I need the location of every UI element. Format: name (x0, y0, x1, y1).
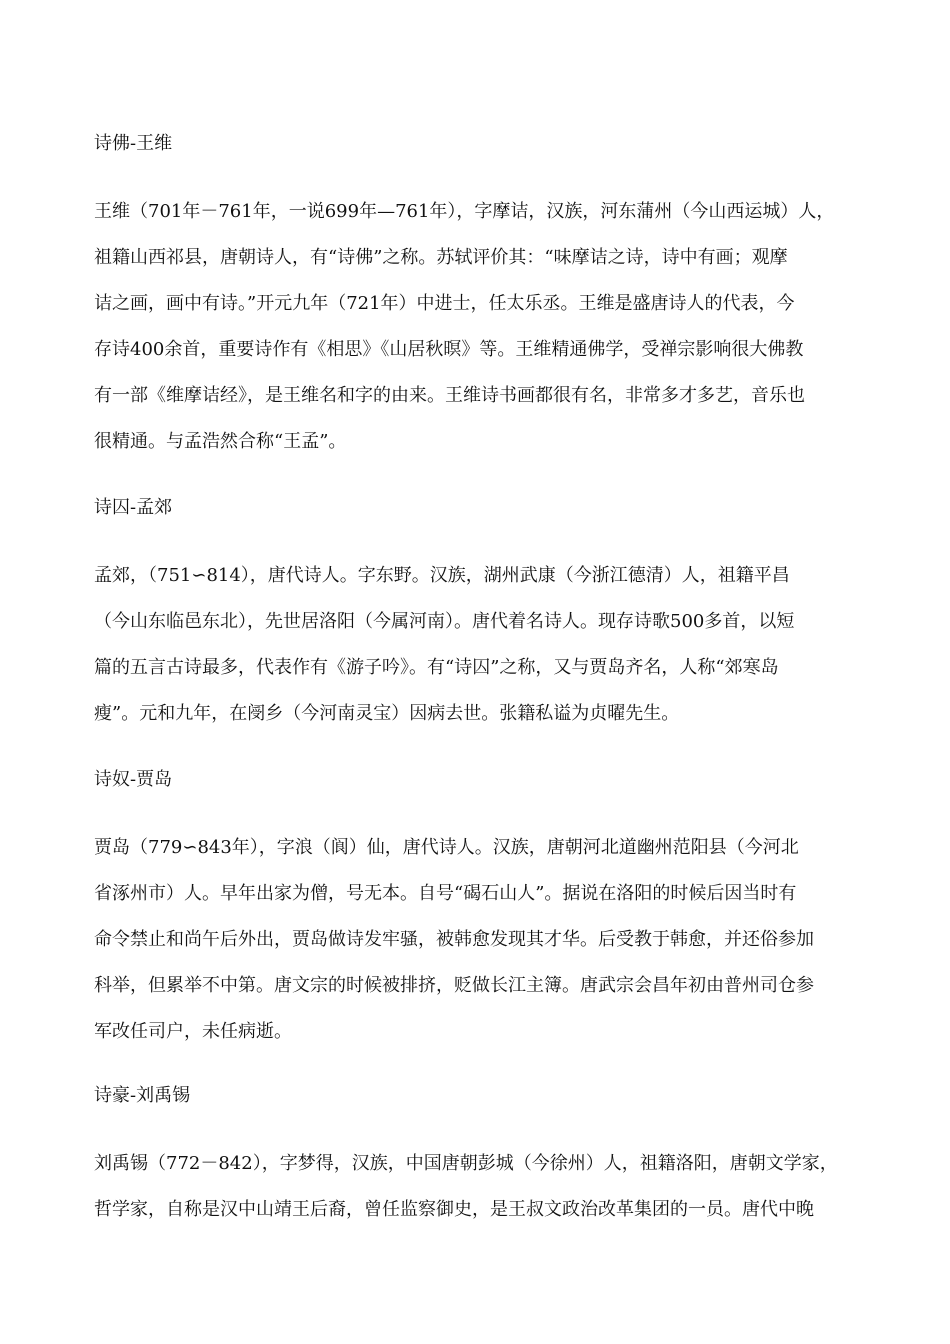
section-body-wang-wei (94, 189, 874, 465)
section-heading-wang-wei: 诗佛-王维 (94, 133, 173, 154)
body-line: 刘禹锡（772－842），字梦得，汉族，中国唐朝彭城（今徐州）人，祖籍洛阳，唐朝文学家， (94, 1153, 838, 1174)
body-line: 孟郊，（751∽814），唐代诗人。字东野。汉族，湖州武康（今浙江德清）人，祖籍平昌 (94, 565, 790, 586)
body-line: 诘之画，画中有诗。”开元九年（721年）中进士，任太乐丞。王维是盛唐诗人的代表，今 (94, 293, 795, 314)
body-line: 祖籍山西祁县，唐朝诗人，有“诗佛”之称。苏轼评价其：“味摩诘之诗，诗中有画；观摩 (94, 247, 788, 268)
body-line: 贾岛（779∽843年），字浪（阆）仙，唐代诗人。汉族，唐朝河北道幽州范阳县（今河北 (94, 837, 799, 858)
body-line: （今山东临邑东北），先世居洛阳（今属河南）。唐代着名诗人。现存诗歌500多首，以短 (94, 611, 795, 632)
body-line: 瘦”。元和九年，在阌乡（今河南灵宝）因病去世。张籍私谥为贞曜先生。 (94, 703, 680, 724)
section-heading-liu-yuxi: 诗豪-刘禹锡 (94, 1085, 191, 1106)
body-line: 篇的五言古诗最多，代表作有《游子吟》。有“诗囚”之称，又与贾岛齐名，人称“郊寒岛 (94, 657, 779, 678)
body-line: 军改任司户，未任病逝。 (94, 1021, 292, 1042)
body-line: 很精通。与孟浩然合称“王孟”。 (94, 431, 347, 452)
body-line: 科举，但累举不中第。唐文宗的时候被排挤，贬做长江主簿。唐武宗会昌年初由普州司仓参 (94, 975, 814, 996)
section-body-liu-yuxi (94, 1141, 874, 1233)
section-body-jia-dao (94, 825, 874, 1055)
body-line: 哲学家，自称是汉中山靖王后裔，曾任监察御史，是王叔文政治改革集团的一员。唐代中晚 (94, 1199, 814, 1220)
body-line: 命令禁止和尚午后外出，贾岛做诗发牢骚，被韩愈发现其才华。后受教于韩愈，并还俗参加 (94, 929, 814, 950)
body-line: 存诗400余首，重要诗作有《相思》《山居秋暝》等。王维精通佛学，受禅宗影响很大佛教 (94, 339, 804, 360)
body-line: 有一部《维摩诘经》，是王维名和字的由来。王维诗书画都很有名，非常多才多艺，音乐也 (94, 385, 805, 406)
section-body-meng-jiao (94, 553, 874, 737)
body-line: 王维（701年－761年，一说699年—761年），字摩诘，汉族，河东蒲州（今山西运城）人， (94, 201, 835, 222)
section-heading-jia-dao: 诗奴-贾岛 (94, 769, 173, 790)
section-heading-meng-jiao: 诗囚-孟郊 (94, 497, 173, 518)
body-line: 省涿州市）人。早年出家为僧，号无本。自号“碣石山人”。据说在洛阳的时候后因当时有 (94, 883, 797, 904)
